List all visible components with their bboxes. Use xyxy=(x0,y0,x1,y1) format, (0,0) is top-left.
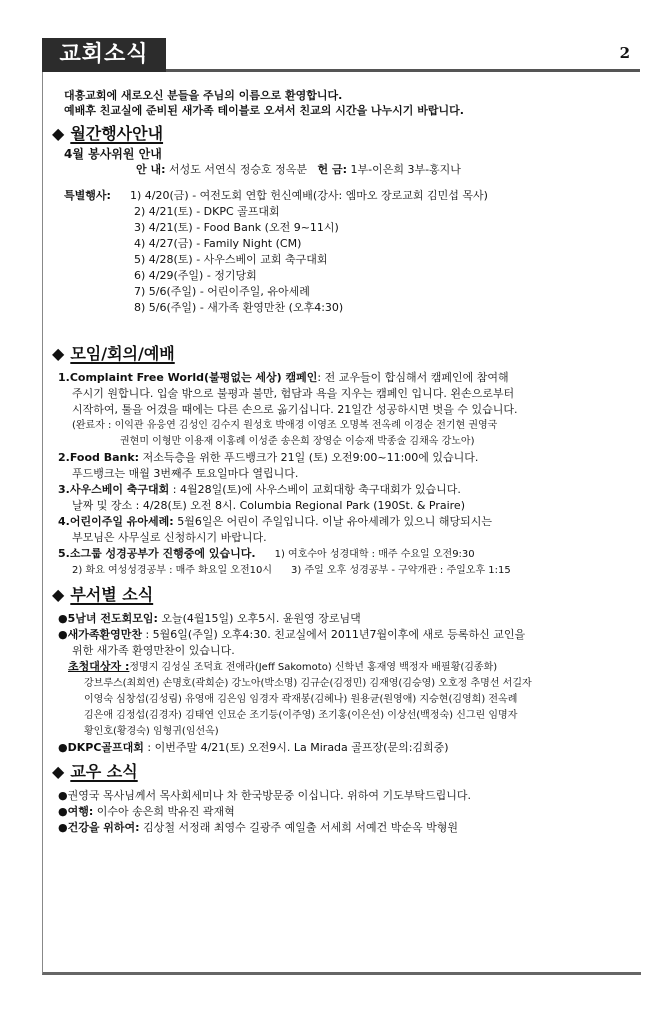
event-item: 1) 4/20(금) - 여전도회 연합 헌신예배(강사: 엠마오 장로교회 김민섭 목사) xyxy=(130,189,488,202)
content: 대흥교회에 새로오신 분들을 주님의 이름으로 환영합니다. 예배후 친교실에 준비된 새가족 테이블로 오셔서 친교의 시간을 나누시기 바랍니다. ◆ 월간행사안내 4월 봉사위원 안내 안 내: 서성도 서연식 정승호 정옥분 헌 금: 1부-이은희 3부-홍지나 특별행사: 1) 4/20(금) - 여전도회 연합 헌신예배(강사: 엠마오 장로교회 김민섭 목사) 2) 4/21(토) - DKPC 골프대회 3) 4/21(토) - Food Bank (오전 9~11시) 4) 4/27(금) - Family Night (CM) 5) 4/28(토) - 사우스베이 교회 축구대회 6) 4/29(주일) - 정기당회 7) 5/6(주일) - 어린이주일, 유아세례 8) 5/6(주일) - 새가족 환영만찬 (오후4:30) ◆ 모임/회의/예배 1.Complaint Free World(불평없는 세상) 캠페인: 전 교우들이 합심해서 캠페인에 참여해 주시기 원합니다. 입술 밖으로 불평과 불만, 험담과 욕을 지우는 캠페인 입니다. 왼손으로부터 시작하여, 툴을 어겼을 때에는 다른 손으로 옮기십니다. 21일간 성공하시면 벗을 수 있습니다. (완료자 : 이익관 유응연 김성인 김수지 원성호 박애경 이영조 오명복 전옥례 이경순 전기현 권영국 권현미 이형만 이용재 이홍례 이성준 송은희 장영순 이승재 박종술 김채옥 강노아) 2.Food Bank: 저소득층을 위한 푸드뱅크가 21일 (토) 오전9:00~11:00에 있습니다. 푸드뱅크는 매월 3번째주 토요일마다 열립니다. 3.사우스베이 축구대회 : 4월28일(토)에 사우스베이 교회대항 축구대회가 있습니다. 날짜 및 장소 : 4/28(토) 오전 8시. Columbia Regional Park (190St. & Praire) 4.어린이주일 유아세례: 5월6일은 어린이 주일입니다. 이날 유아세례가 있으니 해당되시는 부모님은 사무실로 신청하시기 바랍니다. 5.소그룹 성경공부가 진행중에 있습니다. 1) 여호수아 성경대학 : 매주 수요일 오전9:30 2) 화요 여성성경공부 : 매주 화요일 오전10시 3) 주일 오후 성경공부 - 구약개관 : 주일오후 1:15 ◆ 부서별 소식 ●5남녀 전도회모임: 오늘(4월15일) 오후5시. 윤원영 장로님댁 ●새가족환영만찬 : 5월6일(주일) 오후4:30. 친교실에서 2011년7월이후에 새로 등록하신 교인을 위한 새가족 환영만찬이 있습니다. 초청대상자 :정명지 김성실 조덕효 전애라(Jeff Sakomoto) 신학년 홍재영 백정자 배필황(김종화) 강브루스(최희연) 손명호(곽희순) 강노아(박소명) 김규순(김정민) 김재영(김승영) 오호정 추명선 서길자 이영숙 심창섭(김성림) 유영애 김은임 임경자 곽재봉(김혜나) 원용균(원영애) 지승현(김영희) 전옥례 김은애 김정섭(김경자) 김태연 인묘순 조기등(이주영) 조기홍(이은선) 이상선(백정숙) 신그린 임명자 황인호(황경숙) 임형귀(임선옥) ●DKPC골프대회 : 이번주말 4/21(토) 오전9시. La Mirada 골프장(문의:김희중) ◆ 교우 소식 ●권영국 목사님께서 목사회세미나 차 한국방문중 이십니다. 위하여 기도부탁드립니다. ●여행: 이수아 송은희 박유진 곽재혁 ●건강을 위하여: 김상철 서정래 최영수 길광주 예일출 서세희 서예건 박순옥 박형원 xyxy=(58,88,638,836)
section-meetings xyxy=(52,346,638,362)
monthly-subtitle: 4월 봉사위원 안내 xyxy=(64,147,162,161)
event-item: 2) 4/21(토) - DKPC 골프대회 xyxy=(134,205,280,218)
event-item: 7) 5/6(주일) - 어린이주일, 유아세례 xyxy=(134,285,310,298)
diamond-icon: ◆ xyxy=(52,762,65,781)
meeting-item: 1.Complaint Free World(불평없는 세상) 캠페인: 전 교우들이 합심해서 캠페인에 참여해 주시기 원합니다. 입술 밖으로 불평과 불만, 험담과 욕을 지우는 캠페인 입니다. 왼손으로부터 시작하여, 툴을 어겼을 때에는 다른 손으로 옮기십니다. 21일간 성공하시면 벗을 수 있습니다. (완료자 : 이익관 유응연 김성인 김수지 원성호 박애경 이영조 오명복 전옥례 이경순 전기현 권영국 권현미 이형만 이용재 이홍례 이성준 송은희 장영순 이승재 박종술 김채옥 강노아) xyxy=(58,371,518,447)
event-item: 8) 5/6(주일) - 새가족 환영만찬 (오후4:30) xyxy=(134,301,344,314)
dept-item: ●5남녀 전도회모임: 오늘(4월15일) 오후5시. 윤원영 장로님댁 xyxy=(58,612,361,625)
section-members xyxy=(52,764,638,780)
special-events xyxy=(58,188,638,316)
diamond-icon: ◆ xyxy=(52,124,65,143)
offering-label: 헌 금: xyxy=(317,163,347,176)
dept-item: ●새가족환영만찬 : 5월6일(주일) 오후4:30. 친교실에서 2011년7월이후에 새로 등록하신 교인을 xyxy=(58,628,526,641)
section-title: 모임/회의/예배 xyxy=(70,344,175,363)
special-label: 특별행사: xyxy=(64,189,111,202)
guide-value: 서성도 서연식 정승호 정옥분 xyxy=(168,163,307,176)
section-monthly xyxy=(52,126,638,142)
welcome-line-2: 예배후 친교실에 준비된 새가족 테이블로 오셔서 친교의 시간을 나누시기 바랍니다. xyxy=(64,104,464,117)
golf-item: ●DKPC골프대회 : 이번주말 4/21(토) 오전9시. La Mirada 골프장(문의:김희중) xyxy=(58,741,449,754)
meeting-item: 5.소그룹 성경공부가 진행중에 있습니다. 1) 여호수아 성경대학 : 매주 수요일 오전9:30 2) 화요 여성성경공부 : 매주 화요일 오전10시 3) 주일 오후 성경공부 - 구약개관 : 주일오후 1:15 xyxy=(58,547,511,576)
diamond-icon: ◆ xyxy=(52,585,65,604)
service-row xyxy=(136,162,638,178)
member-item: ●여행: 이수아 송은희 박유진 곽재혁 xyxy=(58,805,235,818)
meeting-item: 2.Food Bank: 저소득층을 위한 푸드뱅크가 21일 (토) 오전9:00~11:00에 있습니다. 푸드뱅크는 매월 3번째주 토요일마다 열립니다. xyxy=(58,451,479,480)
page-title: 교회소식 xyxy=(42,38,166,72)
section-title: 교우 소식 xyxy=(70,762,138,781)
event-item: 4) 4/27(금) - Family Night (CM) xyxy=(134,237,302,250)
member-item: ●건강을 위하여: 김상철 서정래 최영수 길광주 예일출 서세희 서예건 박순옥 박형원 xyxy=(58,821,458,834)
offering-value: 1부-이은희 3부-홍지나 xyxy=(350,163,461,176)
diamond-icon: ◆ xyxy=(52,344,65,363)
meeting-item: 3.사우스베이 축구대회 : 4월28일(토)에 사우스베이 교회대항 축구대회가 있습니다. 날짜 및 장소 : 4/28(토) 오전 8시. Columbia Regional Park (190St. & Praire) xyxy=(58,483,465,512)
page-number: 2 xyxy=(619,44,630,62)
guide-label: 안 내: xyxy=(136,163,166,176)
section-title: 부서별 소식 xyxy=(70,585,154,604)
event-item: 3) 4/21(토) - Food Bank (오전 9~11시) xyxy=(134,221,339,234)
event-item: 6) 4/29(주일) - 정기당회 xyxy=(134,269,257,282)
member-item: ●권영국 목사님께서 목사회세미나 차 한국방문중 이십니다. 위하여 기도부탁드립니다. xyxy=(58,789,471,802)
event-item: 5) 4/28(토) - 사우스베이 교회 축구대회 xyxy=(134,253,328,266)
section-title: 월간행사안내 xyxy=(70,124,164,143)
title-rule xyxy=(166,69,640,72)
invite-list: 초청대상자 :정명지 김성실 조덕효 전애라(Jeff Sakomoto) 신학년 홍재영 백정자 배필황(김종화) 강브루스(최희연) 손명호(곽희순) 강노아(박소명) 김규순(김정민) 김재영(김승영) 오호정 추명선 서길자 이영숙 심창섭(김성림) 유영애 김은임 임경자 곽재봉(김혜나) 원용균(원영애) 지승현(김영희) 전옥례 김은애 김정섭(김경자) 김태연 인묘순 조기등(이주영) 조기홍(이은선) 이상선(백정숙) 신그린 임명자 황인호(황경숙) 임형귀(임선옥) xyxy=(68,660,532,737)
welcome-line-1: 대흥교회에 새로오신 분들을 주님의 이름으로 환영합니다. xyxy=(64,89,343,102)
section-departments xyxy=(52,587,638,603)
meeting-item: 4.어린이주일 유아세례: 5월6일은 어린이 주일입니다. 이날 유아세례가 있으니 해당되시는 부모님은 사무실로 신청하시기 바랍니다. xyxy=(58,515,492,544)
